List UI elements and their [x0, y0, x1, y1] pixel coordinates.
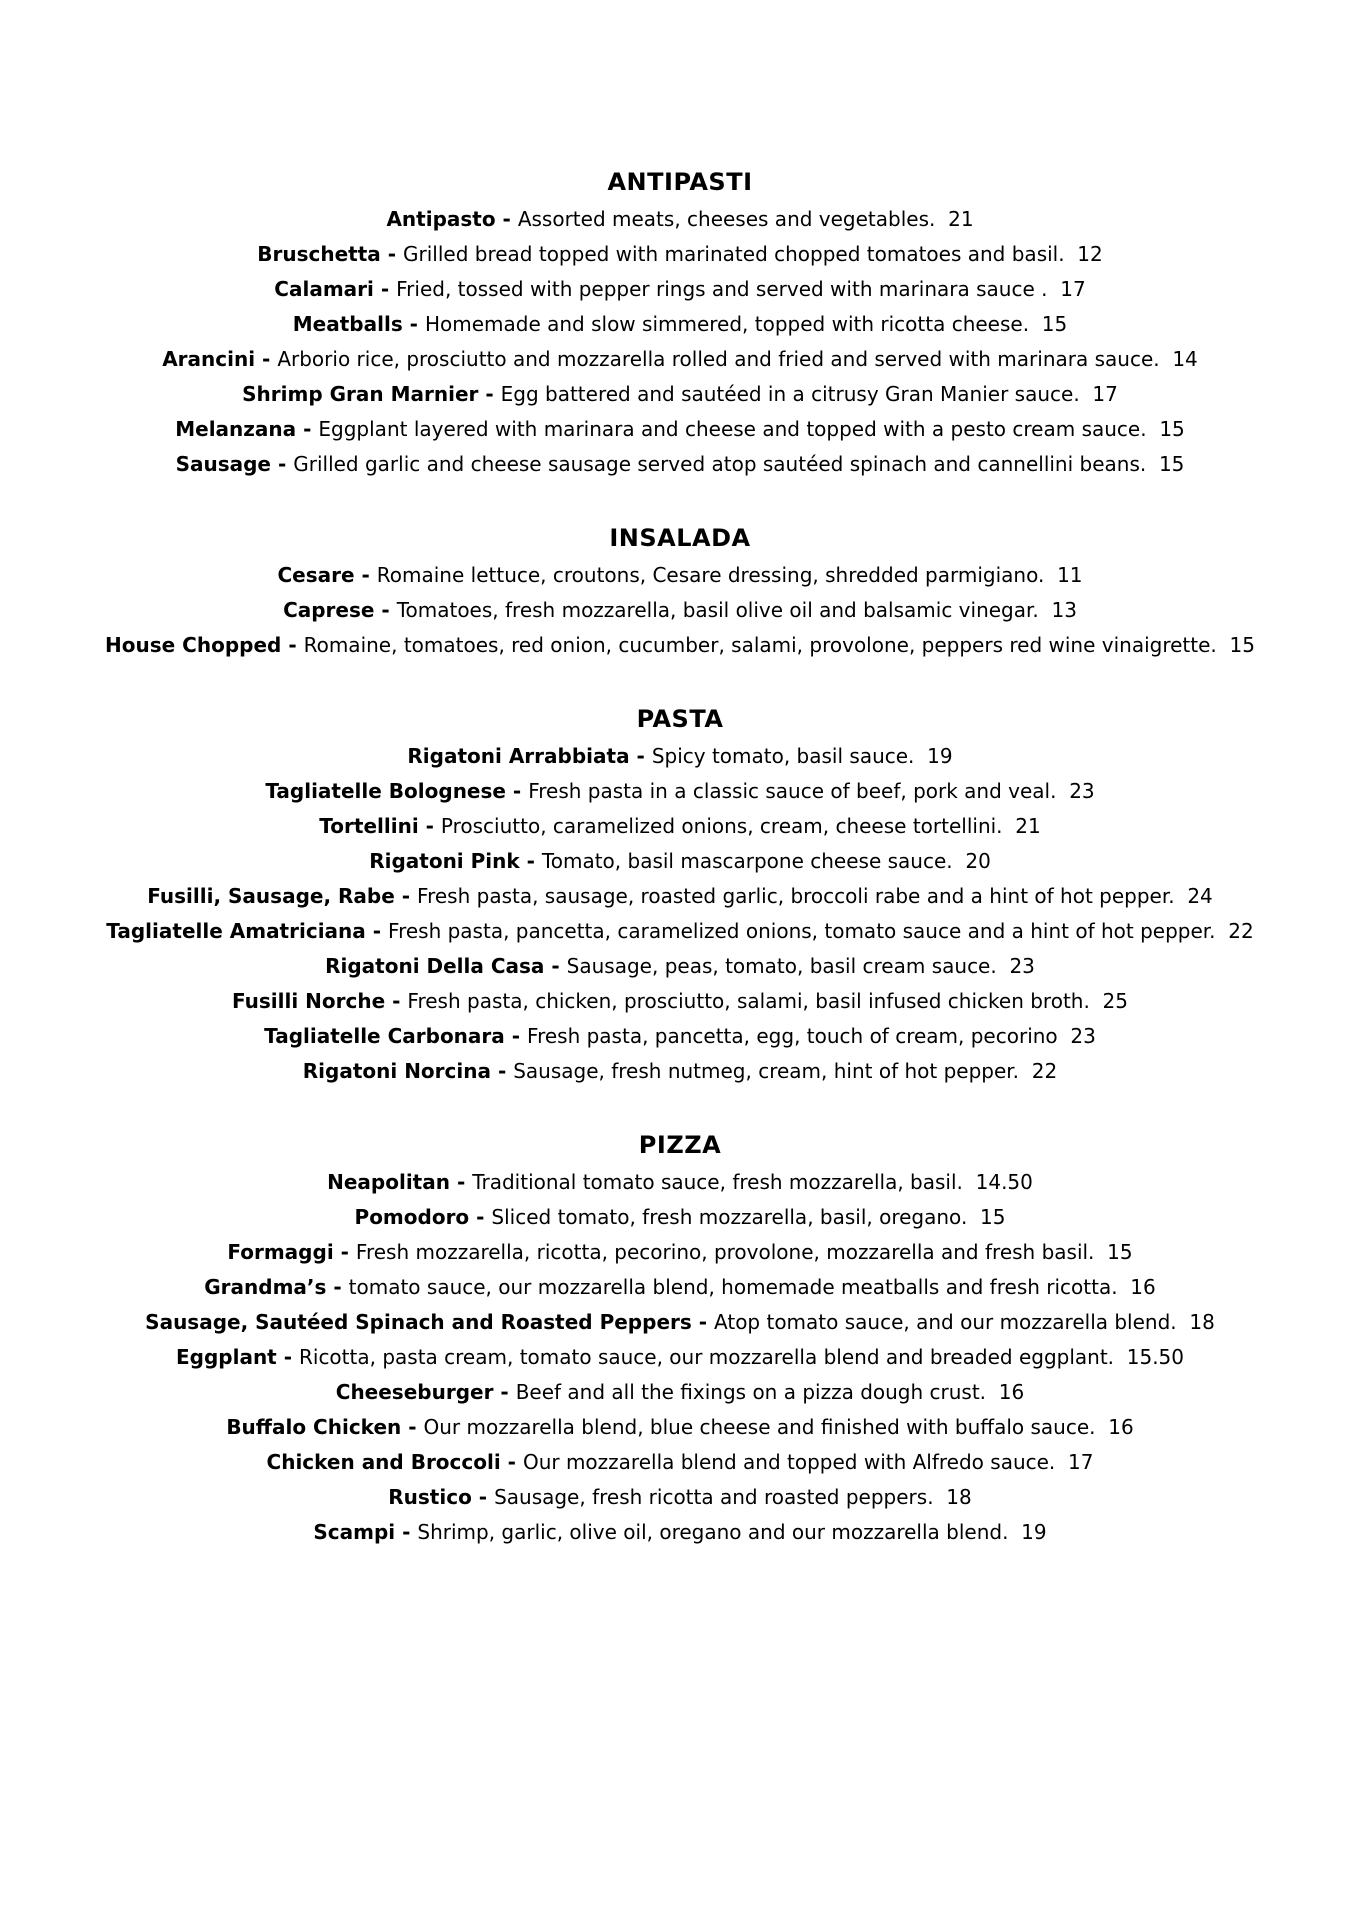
item-name: Rigatoni Pink: [369, 849, 520, 873]
item-price: 22: [1228, 919, 1254, 943]
item-price: 22: [1031, 1059, 1058, 1083]
menu-item: [95, 342, 1265, 377]
menu-section-antipasti: [95, 164, 1265, 482]
item-price: 20: [965, 849, 991, 873]
item-price: 17: [1092, 382, 1118, 406]
item-separator: -: [519, 849, 542, 873]
item-name: Grandma’s: [204, 1275, 334, 1299]
item-price: 15: [1158, 452, 1185, 476]
menu-item: [95, 558, 1265, 593]
item-price: 16: [1108, 1415, 1134, 1439]
section-spacer: [0, 1089, 1360, 1127]
menu-item: [95, 412, 1265, 447]
menu-item: [95, 1375, 1265, 1410]
item-description: Our mozzarella blend, blue cheese and finished with buffalo sauce.: [423, 1415, 1096, 1439]
item-separator: -: [691, 1310, 715, 1334]
menu-item: [95, 1340, 1265, 1375]
item-name: Chicken and Broccoli: [266, 1450, 501, 1474]
item-description: Sausage, peas, tomato, basil cream sauce.: [566, 954, 997, 978]
item-name: Melanzana: [175, 417, 297, 441]
menu-item: [95, 1410, 1265, 1445]
item-name: Fusilli Norche: [231, 989, 386, 1013]
item-price: 13: [1051, 598, 1077, 622]
item-name: Cesare: [277, 563, 355, 587]
menu-item: [95, 1270, 1265, 1305]
item-separator: -: [478, 382, 501, 406]
item-description: Shrimp, garlic, olive oil, oregano and our mozzarella blend.: [417, 1520, 1009, 1544]
item-separator: -: [296, 417, 319, 441]
menu-item: [95, 1235, 1265, 1270]
item-separator: -: [495, 207, 518, 231]
menu-item: [95, 307, 1265, 342]
item-price: 21: [948, 207, 974, 231]
item-separator: -: [469, 1205, 492, 1229]
item-name: Rustico: [388, 1485, 472, 1509]
item-price: 23: [1069, 779, 1095, 803]
item-price: 23: [1070, 1024, 1096, 1048]
item-description: Fresh mozzarella, ricotta, pecorino, provolone, mozzarella and fresh basil.: [355, 1240, 1095, 1264]
menu-item: [95, 984, 1265, 1019]
menu-item: [95, 628, 1265, 663]
item-description: Fresh pasta, chicken, prosciutto, salami, basil infused chicken broth.: [407, 989, 1090, 1013]
item-description: Egg battered and sautéed in a citrusy Gran Manier sauce.: [500, 382, 1080, 406]
item-name: Tortellini: [319, 814, 419, 838]
item-name: Calamari: [274, 277, 374, 301]
item-name: Tagliatelle Bolognese: [265, 779, 506, 803]
item-separator: -: [401, 1415, 424, 1439]
item-separator: -: [544, 954, 567, 978]
item-price: 24: [1187, 884, 1213, 908]
item-name: House Chopped: [105, 633, 282, 657]
item-price: 25: [1102, 989, 1128, 1013]
item-name: Eggplant: [175, 1345, 277, 1369]
item-description: Sausage, fresh ricotta and roasted peppers.: [494, 1485, 934, 1509]
item-separator: -: [373, 277, 397, 301]
item-name: Tagliatelle Carbonara: [264, 1024, 505, 1048]
item-description: Romaine lettuce, croutons, Cesare dressing, shredded parmigiano.: [376, 563, 1045, 587]
item-price: 12: [1077, 242, 1103, 266]
item-separator: -: [418, 814, 441, 838]
menu-section-pasta: [95, 701, 1265, 1089]
menu-item: [95, 1165, 1265, 1200]
item-description: Tomato, basil mascarpone cheese sauce.: [541, 849, 953, 873]
menu-item: [95, 447, 1265, 482]
item-separator: -: [271, 452, 294, 476]
item-price: 16: [1130, 1275, 1156, 1299]
item-price: 15: [1041, 312, 1068, 336]
section-title: PASTA: [636, 705, 724, 733]
item-name: Buffalo Chicken: [226, 1415, 402, 1439]
item-description: Grilled garlic and cheese sausage served atop sautéed spinach and cannellini beans.: [293, 452, 1147, 476]
item-description: Eggplant layered with marinara and cheese and topped with a pesto cream sauce.: [318, 417, 1147, 441]
item-name: Arancini: [162, 347, 256, 371]
item-description: Beef and all the fixings on a pizza dough crust.: [515, 1380, 987, 1404]
section-spacer: [0, 663, 1360, 701]
item-name: Sausage, Sautéed Spinach and Roasted Peppers: [145, 1310, 692, 1334]
menu-item: [95, 1305, 1265, 1340]
item-separator: -: [333, 1240, 356, 1264]
item-name: Fusilli, Sausage, Rabe: [147, 884, 395, 908]
item-separator: -: [385, 989, 408, 1013]
item-separator: -: [493, 1380, 516, 1404]
item-separator: -: [333, 1275, 349, 1299]
item-price: 23: [1009, 954, 1035, 978]
item-price: 15: [1229, 633, 1255, 657]
item-separator: -: [374, 598, 397, 622]
item-name: Bruschetta: [257, 242, 381, 266]
item-description: Atop tomato sauce, and our mozzarella blend.: [714, 1310, 1177, 1334]
item-name: Scampi: [313, 1520, 396, 1544]
item-separator: -: [505, 779, 529, 803]
menu-item: [95, 914, 1265, 949]
item-separator: -: [394, 884, 418, 908]
item-description: Fresh pasta in a classic sauce of beef, pork and veal.: [528, 779, 1057, 803]
menu-item: [95, 1054, 1265, 1089]
item-name: Sausage: [175, 452, 271, 476]
item-price: 15: [1107, 1240, 1133, 1264]
item-description: Homemade and slow simmered, topped with ricotta cheese.: [424, 312, 1030, 336]
item-name: Meatballs: [292, 312, 403, 336]
item-separator: -: [449, 1170, 473, 1194]
item-price: 15: [980, 1205, 1006, 1229]
item-separator: -: [255, 347, 278, 371]
menu-item: [95, 1445, 1265, 1480]
menu-item: [95, 593, 1265, 628]
menu-item: [95, 739, 1265, 774]
item-price: 19: [927, 744, 953, 768]
item-price: 14.50: [975, 1170, 1033, 1194]
menu-item: [95, 844, 1265, 879]
item-description: Assorted meats, cheeses and vegetables.: [517, 207, 936, 231]
item-separator: -: [276, 1345, 299, 1369]
item-separator: -: [281, 633, 304, 657]
item-separator: -: [471, 1485, 495, 1509]
item-description: Sausage, fresh nutmeg, cream, hint of hot pepper.: [513, 1059, 1020, 1083]
item-price: 15.50: [1126, 1345, 1185, 1369]
menu-item: [95, 774, 1265, 809]
menu-item: [95, 1515, 1265, 1550]
item-separator: -: [354, 563, 377, 587]
item-price: 14: [1172, 347, 1198, 371]
item-name: Shrimp Gran Marnier: [242, 382, 479, 406]
item-separator: -: [500, 1450, 523, 1474]
item-description: Spicy tomato, basil sauce.: [651, 744, 915, 768]
menu-item: [95, 879, 1265, 914]
item-description: Romaine, tomatoes, red onion, cucumber, salami, provolone, peppers red wine vinaigrette.: [303, 633, 1217, 657]
item-separator: -: [629, 744, 652, 768]
menu-item: [95, 1480, 1265, 1515]
item-price: 11: [1057, 563, 1083, 587]
item-description: Fresh pasta, pancetta, egg, touch of cream, pecorino: [527, 1024, 1058, 1048]
item-description: Fresh pasta, pancetta, caramelized onions, tomato sauce and a hint of hot pepper.: [388, 919, 1216, 943]
item-description: Prosciutto, caramelized onions, cream, cheese tortellini.: [440, 814, 1003, 838]
item-separator: -: [380, 242, 404, 266]
item-price: 17: [1068, 1450, 1094, 1474]
item-price: 18: [946, 1485, 972, 1509]
menu-item: [95, 272, 1265, 307]
item-name: Caprese: [283, 598, 375, 622]
item-name: Cheeseburger: [335, 1380, 494, 1404]
item-separator: -: [365, 919, 389, 943]
menu-item: [95, 202, 1265, 237]
item-name: Antipasto: [386, 207, 496, 231]
item-separator: -: [504, 1024, 528, 1048]
item-price: 17: [1060, 277, 1086, 301]
item-description: Ricotta, pasta cream, tomato sauce, our mozzarella blend and breaded eggplant.: [298, 1345, 1115, 1369]
menu-item: [95, 1019, 1265, 1054]
item-price: 21: [1015, 814, 1041, 838]
section-title: INSALADA: [609, 524, 751, 552]
item-name: Pomodoro: [354, 1205, 470, 1229]
item-separator: -: [402, 312, 425, 336]
section-spacer: [0, 482, 1360, 520]
item-name: Rigatoni Della Casa: [325, 954, 545, 978]
menu-item: [95, 949, 1265, 984]
section-title: PIZZA: [638, 1131, 722, 1159]
item-description: Arborio rice, prosciutto and mozzarella rolled and fried and served with marinara sauce.: [277, 347, 1160, 371]
menu-item: [95, 237, 1265, 272]
item-description: Our mozzarella blend and topped with Alfredo sauce.: [522, 1450, 1056, 1474]
item-price: 16: [998, 1380, 1025, 1404]
item-description: Tomatoes, fresh mozzarella, basil olive oil and balsamic vinegar.: [396, 598, 1039, 622]
menu-item: [95, 809, 1265, 844]
item-separator: -: [395, 1520, 418, 1544]
menu-item: [95, 1200, 1265, 1235]
item-description: tomato sauce, our mozzarella blend, homemade meatballs and fresh ricotta.: [348, 1275, 1118, 1299]
item-name: Formaggi: [227, 1240, 334, 1264]
item-description: Traditional tomato sauce, fresh mozzarella, basil.: [472, 1170, 963, 1194]
item-name: Rigatoni Norcina: [302, 1059, 491, 1083]
item-description: Fresh pasta, sausage, roasted garlic, broccoli rabe and a hint of hot pepper.: [417, 884, 1175, 908]
item-description: Grilled bread topped with marinated chopped tomatoes and basil.: [403, 242, 1065, 266]
menu-item: [95, 377, 1265, 412]
item-description: Fried, tossed with pepper rings and served with marinara sauce .: [396, 277, 1048, 301]
item-name: Tagliatelle Amatriciana: [106, 919, 366, 943]
item-price: 18: [1189, 1310, 1215, 1334]
item-name: Rigatoni Arrabbiata: [407, 744, 630, 768]
menu-section-insalada: [95, 520, 1265, 663]
item-separator: -: [490, 1059, 514, 1083]
menu-section-pizza: [95, 1127, 1265, 1550]
item-description: Sliced tomato, fresh mozzarella, basil, oregano.: [491, 1205, 968, 1229]
item-name: Neapolitan: [327, 1170, 450, 1194]
item-price: 19: [1021, 1520, 1047, 1544]
item-price: 15: [1159, 417, 1185, 441]
section-title: ANTIPASTI: [607, 168, 753, 196]
